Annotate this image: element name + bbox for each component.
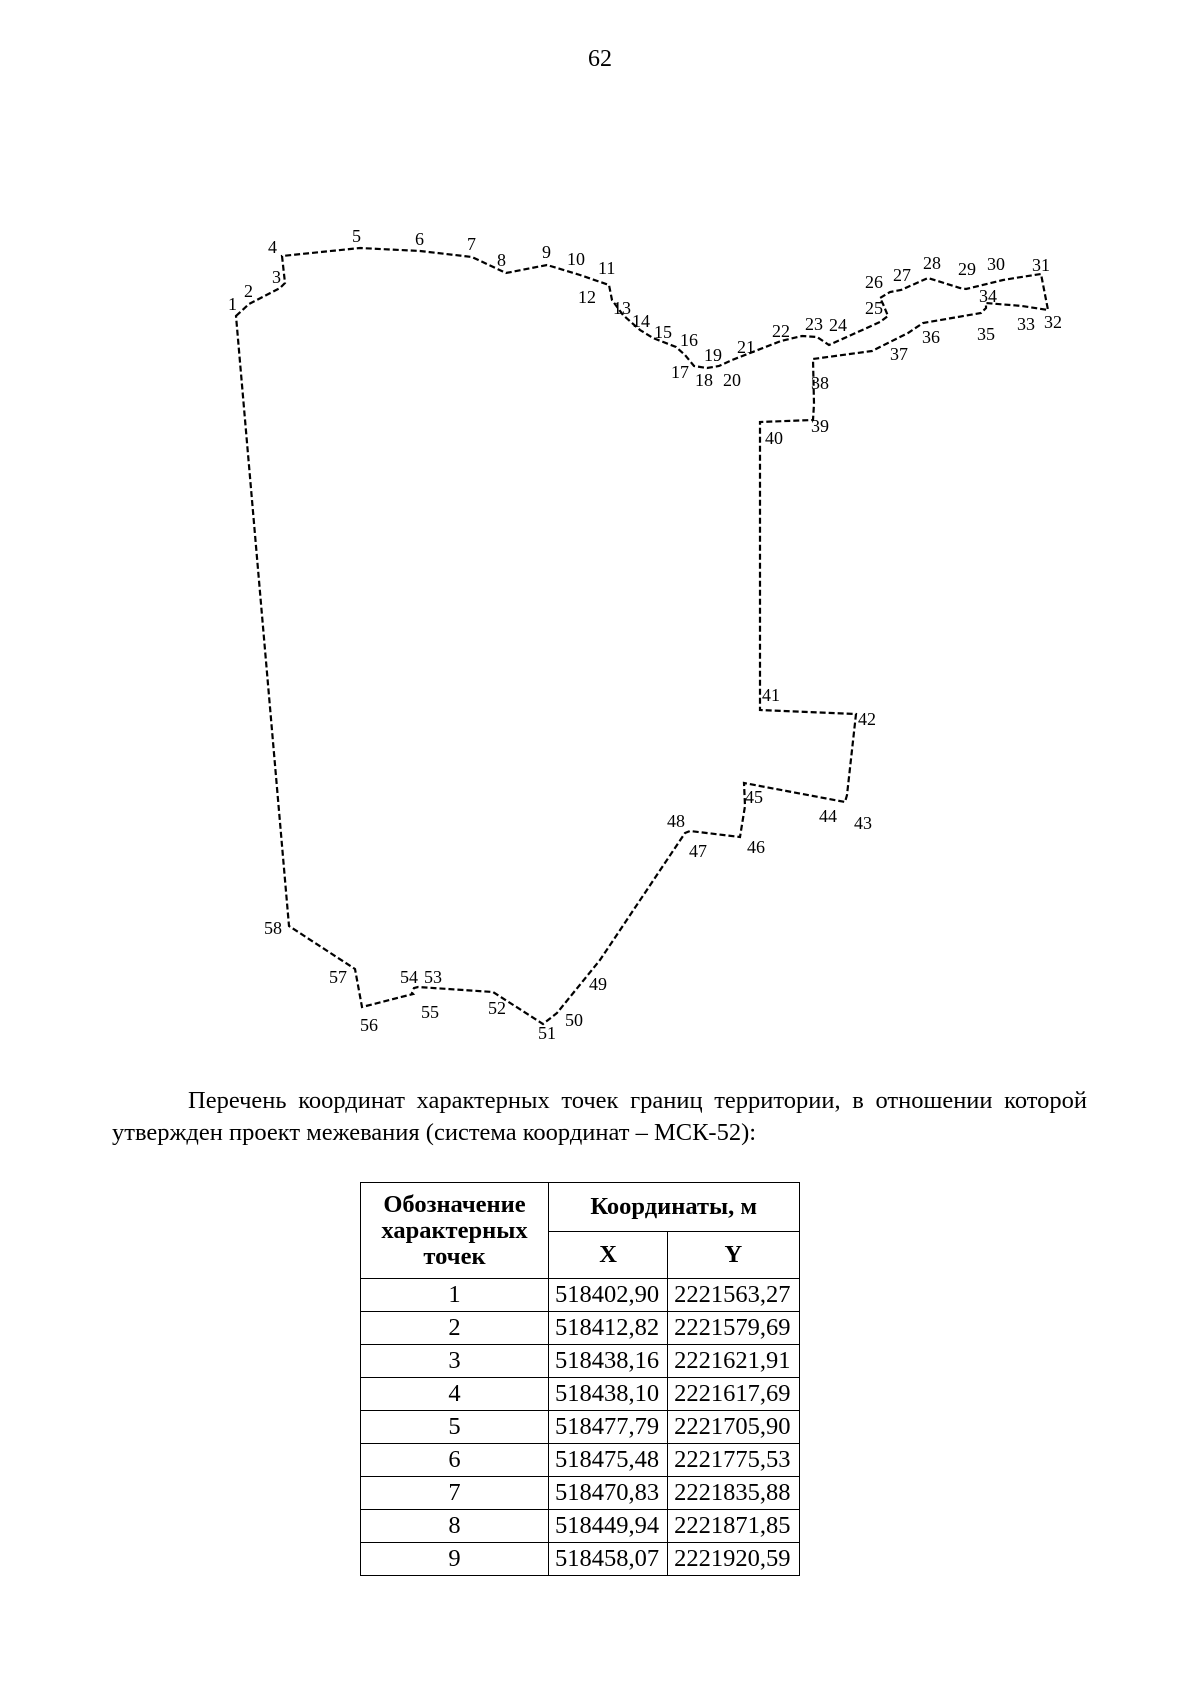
cell-point: 6 bbox=[361, 1444, 549, 1477]
cell-y: 2221563,27 bbox=[668, 1279, 799, 1312]
cell-y: 2221617,69 bbox=[668, 1378, 799, 1411]
cell-y: 2221705,90 bbox=[668, 1411, 799, 1444]
point-labels bbox=[228, 226, 1062, 1043]
point-label-35: 35 bbox=[977, 324, 995, 344]
point-label-2: 2 bbox=[244, 281, 253, 301]
point-label-7: 7 bbox=[467, 234, 476, 254]
point-label-27: 27 bbox=[893, 265, 911, 285]
point-label-37: 37 bbox=[890, 344, 908, 364]
point-label-32: 32 bbox=[1044, 312, 1062, 332]
header-point-name: Обозначение характерных точек bbox=[361, 1183, 549, 1279]
point-label-4: 4 bbox=[268, 237, 277, 257]
table-row bbox=[361, 1543, 800, 1576]
cell-point: 5 bbox=[361, 1411, 549, 1444]
point-label-24: 24 bbox=[829, 315, 847, 335]
point-label-45: 45 bbox=[745, 787, 763, 807]
point-label-17: 17 bbox=[671, 362, 689, 382]
point-label-49: 49 bbox=[589, 974, 607, 994]
point-label-9: 9 bbox=[542, 242, 551, 262]
point-label-21: 21 bbox=[737, 337, 755, 357]
point-label-23: 23 bbox=[805, 314, 823, 334]
coordinates-table bbox=[360, 1182, 800, 1576]
cell-y: 2221775,53 bbox=[668, 1444, 799, 1477]
point-label-43: 43 bbox=[854, 813, 872, 833]
coordinates-table-body bbox=[361, 1279, 800, 1576]
point-label-52: 52 bbox=[488, 998, 506, 1018]
point-label-36: 36 bbox=[922, 327, 940, 347]
point-label-29: 29 bbox=[958, 259, 976, 279]
table-row bbox=[361, 1312, 800, 1345]
point-label-55: 55 bbox=[421, 1002, 439, 1022]
point-label-19: 19 bbox=[704, 345, 722, 365]
page-number: 62 bbox=[588, 46, 612, 72]
header-x: X bbox=[549, 1232, 668, 1279]
cell-y: 2221835,88 bbox=[668, 1477, 799, 1510]
point-label-11: 11 bbox=[598, 258, 616, 278]
point-label-34: 34 bbox=[979, 286, 997, 306]
point-label-57: 57 bbox=[329, 967, 347, 987]
cell-x: 518449,94 bbox=[549, 1510, 668, 1543]
point-label-53: 53 bbox=[424, 967, 442, 987]
cell-point: 4 bbox=[361, 1378, 549, 1411]
cell-x: 518438,16 bbox=[549, 1345, 668, 1378]
point-label-12: 12 bbox=[578, 287, 596, 307]
point-label-1: 1 bbox=[228, 294, 237, 314]
table-row bbox=[361, 1345, 800, 1378]
cell-y: 2221871,85 bbox=[668, 1510, 799, 1543]
point-label-5: 5 bbox=[352, 226, 361, 246]
point-label-40: 40 bbox=[765, 428, 783, 448]
point-label-50: 50 bbox=[565, 1010, 583, 1030]
point-label-48: 48 bbox=[667, 811, 685, 831]
header-y: Y bbox=[668, 1232, 799, 1279]
cell-x: 518438,10 bbox=[549, 1378, 668, 1411]
cell-y: 2221579,69 bbox=[668, 1312, 799, 1345]
point-label-6: 6 bbox=[415, 229, 424, 249]
cell-x: 518458,07 bbox=[549, 1543, 668, 1576]
point-label-58: 58 bbox=[264, 918, 282, 938]
cell-x: 518475,48 bbox=[549, 1444, 668, 1477]
cell-point: 1 bbox=[361, 1279, 549, 1312]
point-label-15: 15 bbox=[654, 322, 672, 342]
table-row bbox=[361, 1477, 800, 1510]
cell-point: 3 bbox=[361, 1345, 549, 1378]
point-label-54: 54 bbox=[400, 967, 418, 987]
point-label-26: 26 bbox=[865, 272, 883, 292]
cell-point: 7 bbox=[361, 1477, 549, 1510]
cell-point: 8 bbox=[361, 1510, 549, 1543]
point-label-8: 8 bbox=[497, 250, 506, 270]
table-row bbox=[361, 1510, 800, 1543]
cell-point: 9 bbox=[361, 1543, 549, 1576]
point-label-47: 47 bbox=[689, 841, 707, 861]
table-row bbox=[361, 1444, 800, 1477]
table-row bbox=[361, 1279, 800, 1312]
point-label-16: 16 bbox=[680, 330, 698, 350]
point-label-33: 33 bbox=[1017, 314, 1035, 334]
cell-x: 518477,79 bbox=[549, 1411, 668, 1444]
point-label-3: 3 bbox=[272, 267, 281, 287]
cell-y: 2221920,59 bbox=[668, 1543, 799, 1576]
cell-x: 518412,82 bbox=[549, 1312, 668, 1345]
cell-point: 2 bbox=[361, 1312, 549, 1345]
cell-y: 2221621,91 bbox=[668, 1345, 799, 1378]
cell-x: 518402,90 bbox=[549, 1279, 668, 1312]
point-label-38: 38 bbox=[811, 373, 829, 393]
point-label-41: 41 bbox=[762, 685, 780, 705]
point-label-46: 46 bbox=[747, 837, 765, 857]
point-label-42: 42 bbox=[858, 709, 876, 729]
point-label-20: 20 bbox=[723, 370, 741, 390]
point-label-22: 22 bbox=[772, 321, 790, 341]
intro-paragraph: Перечень координат характерных точек границ территории, в отношении которой утвержден проект межевания (система координат – МСК-52): bbox=[112, 1087, 1087, 1146]
cell-x: 518470,83 bbox=[549, 1477, 668, 1510]
point-label-18: 18 bbox=[695, 370, 713, 390]
point-label-31: 31 bbox=[1032, 255, 1050, 275]
point-label-51: 51 bbox=[538, 1023, 556, 1043]
table-row bbox=[361, 1378, 800, 1411]
point-label-56: 56 bbox=[360, 1015, 378, 1035]
point-label-14: 14 bbox=[632, 311, 650, 331]
point-label-39: 39 bbox=[811, 416, 829, 436]
point-label-25: 25 bbox=[865, 298, 883, 318]
table-row bbox=[361, 1411, 800, 1444]
boundary-polyline bbox=[236, 248, 1048, 1024]
point-label-30: 30 bbox=[987, 254, 1005, 274]
point-label-28: 28 bbox=[923, 253, 941, 273]
point-label-44: 44 bbox=[819, 806, 837, 826]
header-coordinates: Координаты, м bbox=[549, 1183, 800, 1232]
point-label-10: 10 bbox=[567, 249, 585, 269]
point-label-13: 13 bbox=[613, 298, 631, 318]
